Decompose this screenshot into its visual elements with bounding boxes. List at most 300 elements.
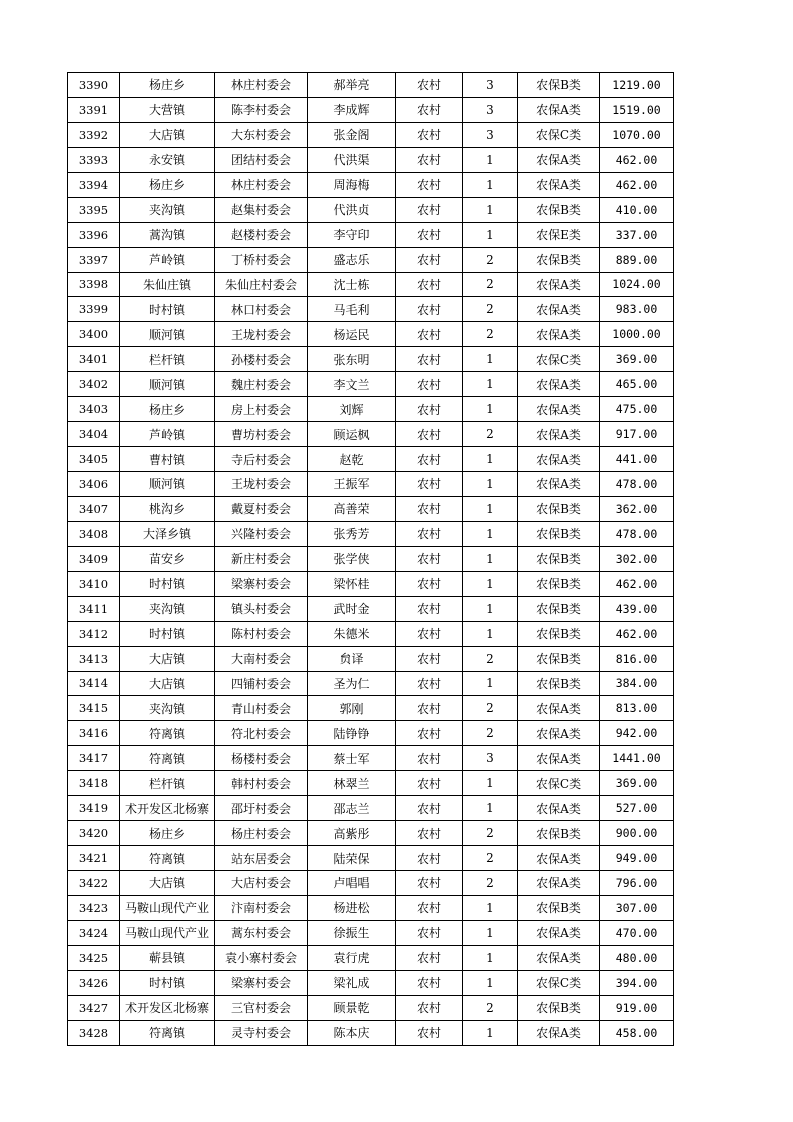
village-committee-cell: 兴隆村委会 — [215, 521, 308, 546]
name-cell: 梁礼成 — [308, 970, 396, 995]
household-count-cell: 1 — [463, 197, 518, 222]
table-row — [68, 696, 674, 721]
category-cell: 农保A类 — [518, 1020, 600, 1045]
household-count-cell: 1 — [463, 496, 518, 521]
row-number-cell: 3392 — [68, 122, 120, 147]
name-cell: 杨进松 — [308, 895, 396, 920]
row-number-cell: 3390 — [68, 73, 120, 98]
name-cell: 袁行虎 — [308, 945, 396, 970]
household-count-cell: 2 — [463, 696, 518, 721]
village-committee-cell: 蒿东村委会 — [215, 920, 308, 945]
table-row — [68, 571, 674, 596]
area-type-cell: 农村 — [396, 297, 463, 322]
area-type-cell: 农村 — [396, 197, 463, 222]
village-committee-cell: 丁桥村委会 — [215, 247, 308, 272]
name-cell: 沈士栋 — [308, 272, 396, 297]
household-count-cell: 3 — [463, 97, 518, 122]
household-count-cell: 1 — [463, 796, 518, 821]
household-count-cell: 1 — [463, 347, 518, 372]
village-committee-cell: 镇头村委会 — [215, 596, 308, 621]
amount-cell: 1441.00 — [600, 746, 674, 771]
table-row — [68, 546, 674, 571]
township-cell: 朱仙庄镇 — [120, 272, 215, 297]
township-cell: 符离镇 — [120, 1020, 215, 1045]
household-count-cell: 1 — [463, 895, 518, 920]
category-cell: 农保B类 — [518, 596, 600, 621]
table-row — [68, 122, 674, 147]
row-number-cell: 3415 — [68, 696, 120, 721]
household-count-cell: 2 — [463, 247, 518, 272]
township-cell: 夹沟镇 — [120, 596, 215, 621]
category-cell: 农保A类 — [518, 472, 600, 497]
township-cell: 曹村镇 — [120, 447, 215, 472]
name-cell: 代洪渠 — [308, 147, 396, 172]
row-number-cell: 3409 — [68, 546, 120, 571]
row-number-cell: 3404 — [68, 422, 120, 447]
village-committee-cell: 四铺村委会 — [215, 671, 308, 696]
amount-cell: 919.00 — [600, 995, 674, 1020]
category-cell: 农保B类 — [518, 895, 600, 920]
name-cell: 高善荣 — [308, 496, 396, 521]
amount-cell: 369.00 — [600, 347, 674, 372]
row-number-cell: 3416 — [68, 721, 120, 746]
amount-cell: 439.00 — [600, 596, 674, 621]
table-body — [68, 73, 674, 1046]
township-cell: 大店镇 — [120, 871, 215, 896]
township-cell: 马鞍山现代产业 — [120, 920, 215, 945]
category-cell: 农保A类 — [518, 846, 600, 871]
category-cell: 农保B类 — [518, 821, 600, 846]
village-committee-cell: 大店村委会 — [215, 871, 308, 896]
row-number-cell: 3394 — [68, 172, 120, 197]
household-count-cell: 1 — [463, 447, 518, 472]
row-number-cell: 3428 — [68, 1020, 120, 1045]
name-cell: 陆荣保 — [308, 846, 396, 871]
table-row — [68, 970, 674, 995]
category-cell: 农保B类 — [518, 247, 600, 272]
name-cell: 陆铮铮 — [308, 721, 396, 746]
category-cell: 农保A类 — [518, 172, 600, 197]
village-committee-cell: 新庄村委会 — [215, 546, 308, 571]
category-cell: 农保B类 — [518, 546, 600, 571]
household-count-cell: 2 — [463, 297, 518, 322]
table-row — [68, 945, 674, 970]
row-number-cell: 3424 — [68, 920, 120, 945]
category-cell: 农保A类 — [518, 422, 600, 447]
area-type-cell: 农村 — [396, 696, 463, 721]
category-cell: 农保C类 — [518, 771, 600, 796]
area-type-cell: 农村 — [396, 247, 463, 272]
township-cell: 时村镇 — [120, 970, 215, 995]
amount-cell: 942.00 — [600, 721, 674, 746]
area-type-cell: 农村 — [396, 596, 463, 621]
category-cell: 农保B类 — [518, 571, 600, 596]
row-number-cell: 3422 — [68, 871, 120, 896]
village-committee-cell: 王垅村委会 — [215, 322, 308, 347]
household-count-cell: 1 — [463, 546, 518, 571]
amount-cell: 462.00 — [600, 571, 674, 596]
category-cell: 农保A类 — [518, 746, 600, 771]
category-cell: 农保A类 — [518, 97, 600, 122]
township-cell: 大店镇 — [120, 646, 215, 671]
table-row — [68, 172, 674, 197]
amount-cell: 458.00 — [600, 1020, 674, 1045]
household-count-cell: 3 — [463, 73, 518, 98]
area-type-cell: 农村 — [396, 1020, 463, 1045]
table-row — [68, 422, 674, 447]
village-committee-cell: 青山村委会 — [215, 696, 308, 721]
household-count-cell: 1 — [463, 472, 518, 497]
row-number-cell: 3414 — [68, 671, 120, 696]
amount-cell: 949.00 — [600, 846, 674, 871]
category-cell: 农保A类 — [518, 796, 600, 821]
township-cell: 顺河镇 — [120, 472, 215, 497]
name-cell: 圣为仁 — [308, 671, 396, 696]
category-cell: 农保B类 — [518, 646, 600, 671]
village-committee-cell: 寺后村委会 — [215, 447, 308, 472]
name-cell: 郭刚 — [308, 696, 396, 721]
village-committee-cell: 赵集村委会 — [215, 197, 308, 222]
table-row — [68, 746, 674, 771]
row-number-cell: 3426 — [68, 970, 120, 995]
amount-cell: 1519.00 — [600, 97, 674, 122]
category-cell: 农保A类 — [518, 871, 600, 896]
amount-cell: 527.00 — [600, 796, 674, 821]
area-type-cell: 农村 — [396, 172, 463, 197]
row-number-cell: 3400 — [68, 322, 120, 347]
village-committee-cell: 灵寺村委会 — [215, 1020, 308, 1045]
township-cell: 桃沟乡 — [120, 496, 215, 521]
table-row — [68, 521, 674, 546]
table-row — [68, 821, 674, 846]
table-row — [68, 297, 674, 322]
township-cell: 栏杆镇 — [120, 347, 215, 372]
area-type-cell: 农村 — [396, 496, 463, 521]
name-cell: 郝举亮 — [308, 73, 396, 98]
village-committee-cell: 赵楼村委会 — [215, 222, 308, 247]
village-committee-cell: 戴夏村委会 — [215, 496, 308, 521]
village-committee-cell: 林庄村委会 — [215, 172, 308, 197]
name-cell: 徐振生 — [308, 920, 396, 945]
household-count-cell: 2 — [463, 422, 518, 447]
household-count-cell: 2 — [463, 272, 518, 297]
township-cell: 大店镇 — [120, 122, 215, 147]
table-row — [68, 372, 674, 397]
table-row — [68, 73, 674, 98]
category-cell: 农保B类 — [518, 621, 600, 646]
row-number-cell: 3401 — [68, 347, 120, 372]
village-committee-cell: 陈村村委会 — [215, 621, 308, 646]
township-cell: 顺河镇 — [120, 372, 215, 397]
area-type-cell: 农村 — [396, 122, 463, 147]
household-count-cell: 1 — [463, 945, 518, 970]
township-cell: 符离镇 — [120, 846, 215, 871]
name-cell: 盛志乐 — [308, 247, 396, 272]
village-committee-cell: 梁寨村委会 — [215, 970, 308, 995]
name-cell: 顾景乾 — [308, 995, 396, 1020]
area-type-cell: 农村 — [396, 521, 463, 546]
household-count-cell: 2 — [463, 646, 518, 671]
category-cell: 农保A类 — [518, 920, 600, 945]
township-cell: 永安镇 — [120, 147, 215, 172]
village-committee-cell: 邵圩村委会 — [215, 796, 308, 821]
area-type-cell: 农村 — [396, 73, 463, 98]
table-row — [68, 646, 674, 671]
name-cell: 贠译 — [308, 646, 396, 671]
township-cell: 夹沟镇 — [120, 197, 215, 222]
name-cell: 张学侠 — [308, 546, 396, 571]
household-count-cell: 1 — [463, 596, 518, 621]
area-type-cell: 农村 — [396, 347, 463, 372]
area-type-cell: 农村 — [396, 621, 463, 646]
row-number-cell: 3421 — [68, 846, 120, 871]
category-cell: 农保C类 — [518, 347, 600, 372]
amount-cell: 816.00 — [600, 646, 674, 671]
household-count-cell: 1 — [463, 1020, 518, 1045]
category-cell: 农保A类 — [518, 721, 600, 746]
amount-cell: 1024.00 — [600, 272, 674, 297]
household-count-cell: 1 — [463, 771, 518, 796]
area-type-cell: 农村 — [396, 945, 463, 970]
amount-cell: 369.00 — [600, 771, 674, 796]
area-type-cell: 农村 — [396, 871, 463, 896]
table-row — [68, 272, 674, 297]
name-cell: 朱德米 — [308, 621, 396, 646]
table-row — [68, 846, 674, 871]
household-count-cell: 3 — [463, 122, 518, 147]
table-row — [68, 621, 674, 646]
township-cell: 杨庄乡 — [120, 397, 215, 422]
category-cell: 农保B类 — [518, 671, 600, 696]
table-row — [68, 920, 674, 945]
household-count-cell: 1 — [463, 372, 518, 397]
area-type-cell: 农村 — [396, 721, 463, 746]
amount-cell: 813.00 — [600, 696, 674, 721]
township-cell: 杨庄乡 — [120, 172, 215, 197]
area-type-cell: 农村 — [396, 322, 463, 347]
township-cell: 蒿沟镇 — [120, 222, 215, 247]
area-type-cell: 农村 — [396, 920, 463, 945]
amount-cell: 410.00 — [600, 197, 674, 222]
table-row — [68, 1020, 674, 1045]
table-row — [68, 222, 674, 247]
row-number-cell: 3399 — [68, 297, 120, 322]
amount-cell: 462.00 — [600, 621, 674, 646]
name-cell: 高紫彤 — [308, 821, 396, 846]
township-cell: 蕲县镇 — [120, 945, 215, 970]
household-count-cell: 1 — [463, 397, 518, 422]
row-number-cell: 3398 — [68, 272, 120, 297]
amount-cell: 362.00 — [600, 496, 674, 521]
table-row — [68, 97, 674, 122]
table-row — [68, 247, 674, 272]
household-count-cell: 1 — [463, 571, 518, 596]
row-number-cell: 3407 — [68, 496, 120, 521]
amount-cell: 917.00 — [600, 422, 674, 447]
village-committee-cell: 房上村委会 — [215, 397, 308, 422]
household-count-cell: 1 — [463, 621, 518, 646]
township-cell: 顺河镇 — [120, 322, 215, 347]
area-type-cell: 农村 — [396, 272, 463, 297]
township-cell: 夹沟镇 — [120, 696, 215, 721]
village-committee-cell: 梁寨村委会 — [215, 571, 308, 596]
township-cell: 符离镇 — [120, 746, 215, 771]
name-cell: 李守印 — [308, 222, 396, 247]
row-number-cell: 3411 — [68, 596, 120, 621]
township-cell: 芦岭镇 — [120, 247, 215, 272]
row-number-cell: 3425 — [68, 945, 120, 970]
area-type-cell: 农村 — [396, 472, 463, 497]
township-cell: 符离镇 — [120, 721, 215, 746]
village-committee-cell: 大东村委会 — [215, 122, 308, 147]
category-cell: 农保B类 — [518, 496, 600, 521]
table-row — [68, 147, 674, 172]
name-cell: 刘辉 — [308, 397, 396, 422]
name-cell: 蔡士军 — [308, 746, 396, 771]
name-cell: 武时金 — [308, 596, 396, 621]
village-committee-cell: 袁小寨村委会 — [215, 945, 308, 970]
table-row — [68, 596, 674, 621]
table-row — [68, 796, 674, 821]
amount-cell: 302.00 — [600, 546, 674, 571]
area-type-cell: 农村 — [396, 571, 463, 596]
area-type-cell: 农村 — [396, 372, 463, 397]
township-cell: 时村镇 — [120, 621, 215, 646]
area-type-cell: 农村 — [396, 671, 463, 696]
row-number-cell: 3410 — [68, 571, 120, 596]
table-row — [68, 496, 674, 521]
village-committee-cell: 汴南村委会 — [215, 895, 308, 920]
category-cell: 农保E类 — [518, 222, 600, 247]
household-count-cell: 1 — [463, 172, 518, 197]
table-row — [68, 347, 674, 372]
table-row — [68, 397, 674, 422]
name-cell: 李文兰 — [308, 372, 396, 397]
village-committee-cell: 韩村村委会 — [215, 771, 308, 796]
village-committee-cell: 林口村委会 — [215, 297, 308, 322]
area-type-cell: 农村 — [396, 447, 463, 472]
village-committee-cell: 杨楼村委会 — [215, 746, 308, 771]
area-type-cell: 农村 — [396, 397, 463, 422]
row-number-cell: 3402 — [68, 372, 120, 397]
name-cell: 邵志兰 — [308, 796, 396, 821]
name-cell: 卢唱唱 — [308, 871, 396, 896]
row-number-cell: 3427 — [68, 995, 120, 1020]
amount-cell: 462.00 — [600, 172, 674, 197]
township-cell: 时村镇 — [120, 571, 215, 596]
row-number-cell: 3391 — [68, 97, 120, 122]
row-number-cell: 3417 — [68, 746, 120, 771]
household-count-cell: 1 — [463, 222, 518, 247]
village-committee-cell: 团结村委会 — [215, 147, 308, 172]
area-type-cell: 农村 — [396, 222, 463, 247]
name-cell: 马毛利 — [308, 297, 396, 322]
household-count-cell: 2 — [463, 846, 518, 871]
name-cell: 张秀芳 — [308, 521, 396, 546]
township-cell: 大泽乡镇 — [120, 521, 215, 546]
category-cell: 农保A类 — [518, 272, 600, 297]
area-type-cell: 农村 — [396, 646, 463, 671]
township-cell: 杨庄乡 — [120, 821, 215, 846]
amount-cell: 462.00 — [600, 147, 674, 172]
name-cell: 顾运枫 — [308, 422, 396, 447]
area-type-cell: 农村 — [396, 821, 463, 846]
area-type-cell: 农村 — [396, 147, 463, 172]
township-cell: 术开发区北杨寨 — [120, 995, 215, 1020]
township-cell: 杨庄乡 — [120, 73, 215, 98]
row-number-cell: 3393 — [68, 147, 120, 172]
amount-cell: 384.00 — [600, 671, 674, 696]
household-count-cell: 1 — [463, 147, 518, 172]
amount-cell: 441.00 — [600, 447, 674, 472]
amount-cell: 478.00 — [600, 472, 674, 497]
category-cell: 农保B类 — [518, 521, 600, 546]
name-cell: 张东明 — [308, 347, 396, 372]
table-row — [68, 447, 674, 472]
name-cell: 李成辉 — [308, 97, 396, 122]
table-row — [68, 895, 674, 920]
household-count-cell: 1 — [463, 970, 518, 995]
table-row — [68, 771, 674, 796]
area-type-cell: 农村 — [396, 746, 463, 771]
township-cell: 大店镇 — [120, 671, 215, 696]
table-row — [68, 671, 674, 696]
category-cell: 农保A类 — [518, 397, 600, 422]
row-number-cell: 3420 — [68, 821, 120, 846]
category-cell: 农保A类 — [518, 147, 600, 172]
row-number-cell: 3405 — [68, 447, 120, 472]
amount-cell: 470.00 — [600, 920, 674, 945]
village-committee-cell: 大南村委会 — [215, 646, 308, 671]
table-row — [68, 995, 674, 1020]
amount-cell: 480.00 — [600, 945, 674, 970]
area-type-cell: 农村 — [396, 97, 463, 122]
township-cell: 马鞍山现代产业 — [120, 895, 215, 920]
area-type-cell: 农村 — [396, 771, 463, 796]
area-type-cell: 农村 — [396, 796, 463, 821]
row-number-cell: 3396 — [68, 222, 120, 247]
village-committee-cell: 魏庄村委会 — [215, 372, 308, 397]
amount-cell: 1000.00 — [600, 322, 674, 347]
household-count-cell: 3 — [463, 746, 518, 771]
table-row — [68, 197, 674, 222]
area-type-cell: 农村 — [396, 970, 463, 995]
name-cell: 张金阁 — [308, 122, 396, 147]
township-cell: 苗安乡 — [120, 546, 215, 571]
amount-cell: 307.00 — [600, 895, 674, 920]
row-number-cell: 3406 — [68, 472, 120, 497]
amount-cell: 983.00 — [600, 297, 674, 322]
amount-cell: 337.00 — [600, 222, 674, 247]
amount-cell: 889.00 — [600, 247, 674, 272]
area-type-cell: 农村 — [396, 546, 463, 571]
area-type-cell: 农村 — [396, 846, 463, 871]
amount-cell: 478.00 — [600, 521, 674, 546]
category-cell: 农保B类 — [518, 197, 600, 222]
household-count-cell: 1 — [463, 920, 518, 945]
category-cell: 农保A类 — [518, 696, 600, 721]
village-committee-cell: 曹坊村委会 — [215, 422, 308, 447]
village-committee-cell: 王垅村委会 — [215, 472, 308, 497]
township-cell: 时村镇 — [120, 297, 215, 322]
row-number-cell: 3412 — [68, 621, 120, 646]
table-row — [68, 871, 674, 896]
name-cell: 赵乾 — [308, 447, 396, 472]
village-committee-cell: 符北村委会 — [215, 721, 308, 746]
name-cell: 梁怀桂 — [308, 571, 396, 596]
row-number-cell: 3403 — [68, 397, 120, 422]
row-number-cell: 3397 — [68, 247, 120, 272]
